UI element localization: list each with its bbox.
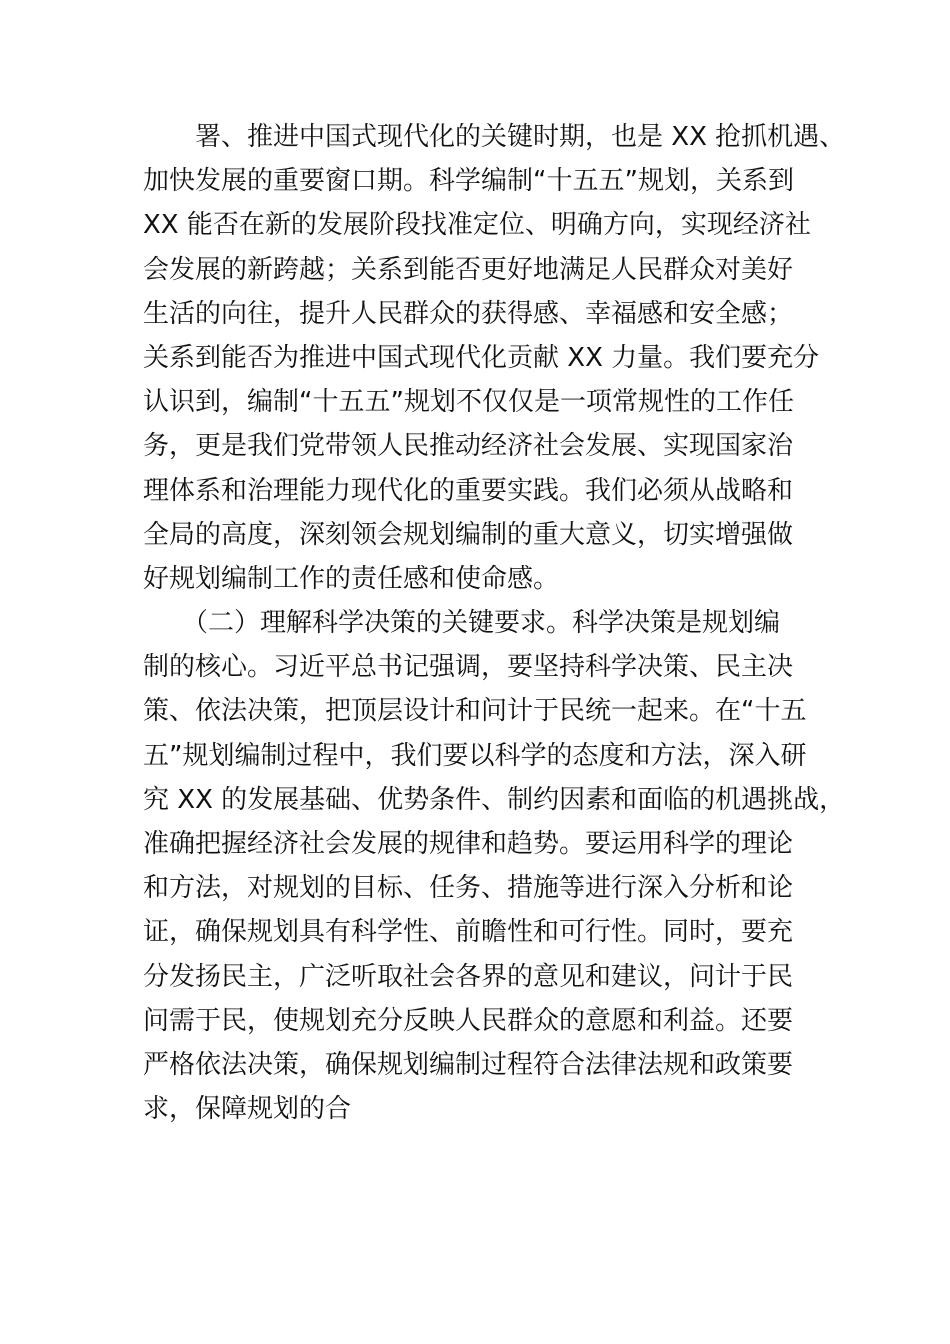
text-line: 全局的高度，深刻领会规划编制的重大意义，切实增强做 bbox=[143, 519, 794, 550]
text-line: 会发展的新跨越；关系到能否更好地满足人民群众对美好 bbox=[143, 254, 794, 285]
text-line: 关系到能否为推进中国式现代化贡献 XX 力量。我们要充分 bbox=[143, 342, 820, 373]
text-line: 和方法，对规划的目标、任务、措施等进行深入分析和论 bbox=[143, 873, 794, 904]
text-line: 严格依法决策，确保规划编制过程符合法律法规和政策要 bbox=[143, 1049, 794, 1080]
text-line: 好规划编制工作的责任感和使命感。 bbox=[143, 563, 560, 594]
text-line: 五”规划编制过程中，我们要以科学的态度和方法，深入研 bbox=[143, 740, 807, 771]
text-line: 证，确保规划具有科学性、前瞻性和可行性。同时，要充 bbox=[143, 917, 794, 948]
text-line: 求，保障规划的合 bbox=[143, 1094, 352, 1125]
text-line: 准确把握经济社会发展的规律和趋势。要运用科学的理论 bbox=[143, 829, 794, 859]
body-text bbox=[143, 115, 846, 1131]
text-line: 认识到，编制“十五五”规划不仅仅是一项常规性的工作任 bbox=[143, 387, 794, 418]
text-line: 务，更是我们党带领人民推动经济社会发展、实现国家治 bbox=[143, 431, 794, 462]
text-line: 策、依法决策，把顶层设计和问计于民统一起来。在“十五 bbox=[143, 696, 807, 727]
text-line: 署、推进中国式现代化的关键时期，也是 XX 抢抓机遇、 bbox=[143, 122, 846, 152]
text-line: 生活的向往，提升人民群众的获得感、幸福感和安全感； bbox=[143, 298, 794, 329]
text-line: 制的核心。习近平总书记强调，要坚持科学决策、民主决 bbox=[143, 652, 794, 683]
text-line: 加快发展的重要窗口期。科学编制“十五五”规划，关系到 bbox=[143, 166, 794, 197]
text-line: XX 能否在新的发展阶段找准定位、明确方向，实现经济社 bbox=[143, 210, 811, 241]
text-line: 分发扬民主，广泛听取社会各界的意见和建议，问计于民 bbox=[143, 961, 794, 992]
text-line: 理体系和治理能力现代化的重要实践。我们必须从战略和 bbox=[143, 475, 794, 506]
section-heading-line: （二）理解科学决策的关键要求。科学决策是规划编 bbox=[143, 608, 781, 639]
text-line: 问需于民，使规划充分反映人民群众的意愿和利益。还要 bbox=[143, 1005, 794, 1036]
text-line: 究 XX 的发展基础、优势条件、制约因素和面临的机遇挑战， bbox=[143, 784, 846, 815]
